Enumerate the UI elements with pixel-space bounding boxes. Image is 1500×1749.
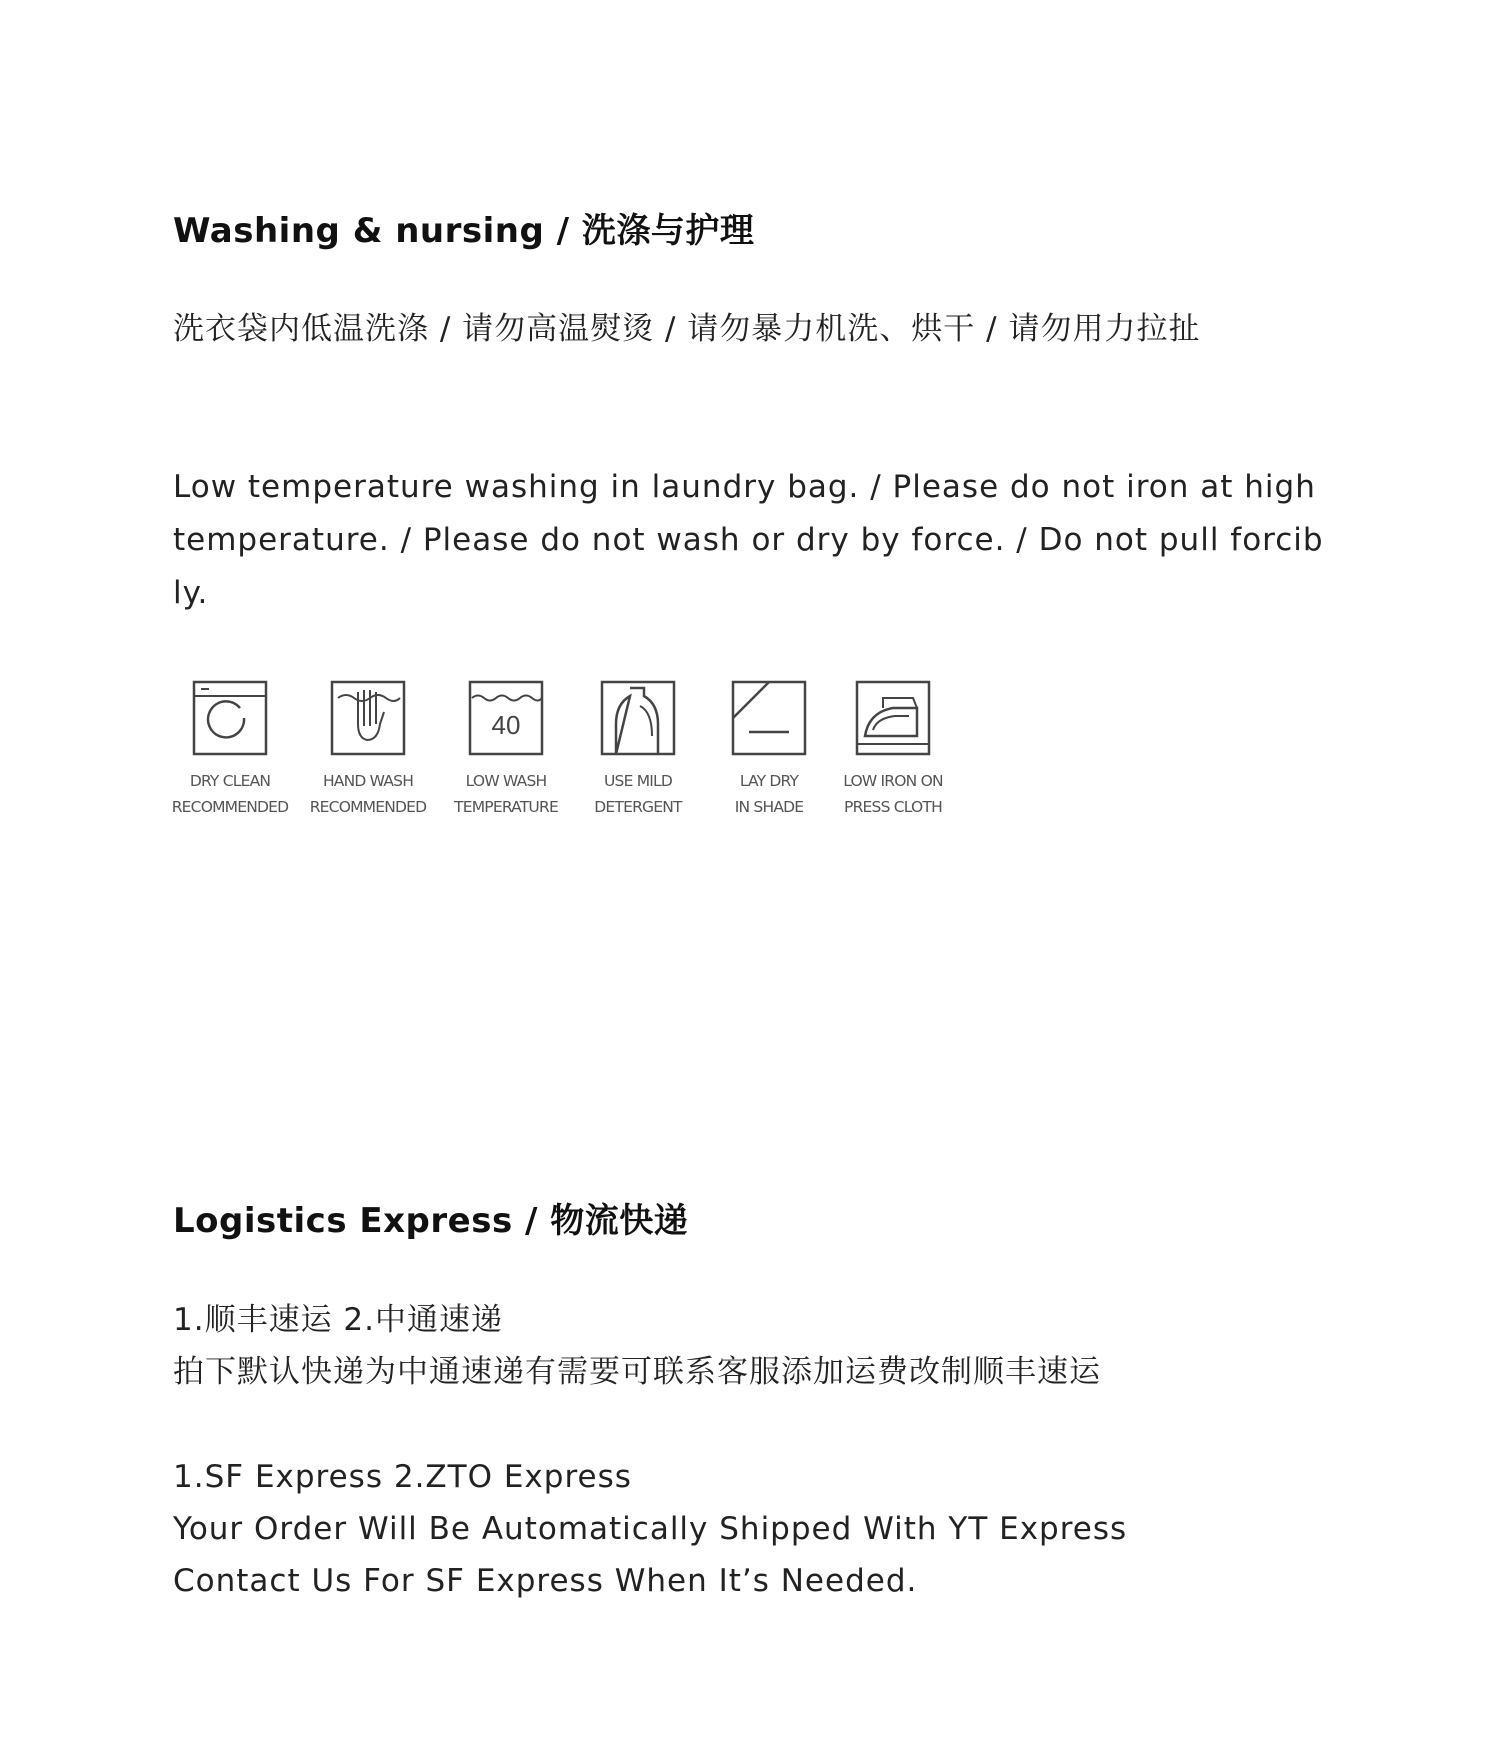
care-label-line: USE MILD	[603, 772, 673, 790]
care-label-line: TEMPERATURE	[454, 798, 558, 816]
care-label-line: LAY DRY	[739, 772, 799, 790]
care-item-detergent	[573, 680, 703, 820]
wash-40-icon	[468, 680, 544, 756]
shipping-note-en-2: Contact Us For SF Express When It’s Needed.	[173, 1563, 918, 1599]
iron-icon	[855, 680, 931, 756]
detergent-bottle-icon	[600, 680, 676, 756]
care-instructions-cn: 洗衣袋内低温洗涤 / 请勿高温熨烫 / 请勿暴力机洗、烘干 / 请勿用力拉扯	[173, 311, 1201, 347]
care-label-line: DETERGENT	[594, 798, 682, 816]
logistics-section-title: Logistics Express / 物流快递	[173, 1201, 689, 1241]
care-label-line: IN SHADE	[734, 798, 804, 816]
care-item-low-wash	[441, 680, 571, 820]
hand-wash-icon	[330, 680, 406, 756]
care-label-line: DRY CLEAN	[189, 772, 271, 790]
care-label-line: LOW WASH	[465, 772, 547, 790]
care-item-lay-dry	[704, 680, 834, 820]
carriers-en: 1.SF Express 2.ZTO Express	[173, 1459, 632, 1495]
care-item-dry-clean	[165, 680, 295, 820]
carriers-cn: 1.顺丰速运 2.中通速递	[173, 1302, 504, 1338]
shipping-note-en-1: Your Order Will Be Automatically Shipped With YT Express	[173, 1511, 1128, 1547]
wash-temperature-number: 40	[491, 710, 521, 740]
lay-dry-shade-icon	[731, 680, 807, 756]
care-item-hand-wash	[303, 680, 433, 820]
care-label-line: LOW IRON ON	[843, 772, 943, 790]
shipping-note-cn: 拍下默认快递为中通速递有需要可联系客服添加运费改制顺丰速运	[173, 1354, 1101, 1390]
care-label-line: HAND WASH	[322, 772, 414, 790]
care-label-line: RECOMMENDED	[309, 798, 427, 816]
care-instructions-en: Low temperature washing in laundry bag. / Please do not iron at high temperature. / Please do not wash or dry by force. / Do not pull forcibly.	[173, 469, 1324, 611]
dry-clean-machine-icon	[192, 680, 268, 756]
care-label-line: PRESS CLOTH	[844, 798, 942, 816]
care-label-line: RECOMMENDED	[171, 798, 289, 816]
care-item-iron	[828, 680, 958, 820]
care-section-title: Washing & nursing / 洗涤与护理	[173, 211, 755, 251]
care-icons-row	[173, 680, 973, 830]
